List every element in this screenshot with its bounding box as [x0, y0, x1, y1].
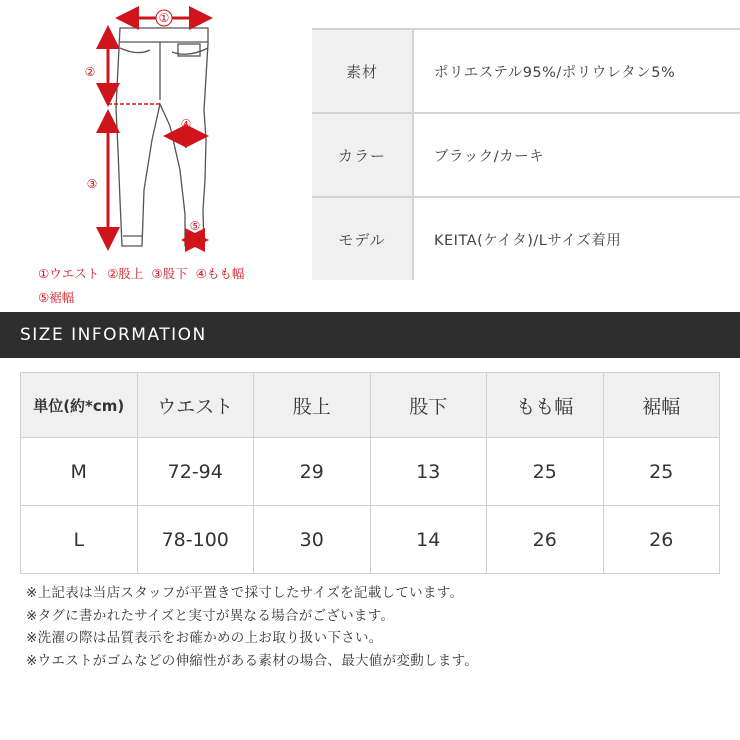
- spec-value: ブラック/カーキ: [434, 148, 545, 165]
- cell-inseam: 13: [370, 438, 487, 506]
- marker-2: ②: [84, 65, 96, 79]
- size-table-header-row: [21, 373, 720, 438]
- cell-hem: 26: [603, 506, 720, 574]
- notes: [26, 582, 478, 672]
- spec-row-material: [312, 30, 740, 114]
- table-row: [21, 438, 720, 506]
- spec-key: モデル: [312, 198, 414, 280]
- measurement-legend: [38, 262, 248, 310]
- note-line: ※ウエストがゴムなどの伸縮性がある素材の場合、最大値が変動します。: [26, 652, 479, 669]
- spec-row-color: [312, 114, 740, 198]
- cell-waist: 72-94: [137, 438, 254, 506]
- size-information-banner: SIZE INFORMATION: [0, 312, 740, 358]
- spec-value: ポリエステル95%/ポリウレタン5%: [434, 64, 676, 81]
- spec-table: [312, 28, 740, 280]
- size-label: L: [21, 506, 138, 574]
- cell-rise: 30: [254, 506, 371, 574]
- legend-waist: ①ウエスト: [38, 266, 100, 281]
- cell-waist: 78-100: [137, 506, 254, 574]
- spec-key: カラー: [312, 114, 414, 196]
- cell-rise: 29: [254, 438, 371, 506]
- table-row: [21, 506, 720, 574]
- marker-1: ①: [158, 11, 170, 25]
- note-line: ※洗濯の際は品質表示をお確かめの上お取り扱い下さい。: [26, 630, 383, 646]
- header-unit: 単位(約*cm): [21, 373, 138, 438]
- size-label: M: [21, 438, 138, 506]
- legend-inseam: ③股下: [151, 266, 188, 281]
- note-line: ※上記表は当店スタッフが平置きで採寸したサイズを記載しています。: [26, 585, 464, 601]
- note-line: ※タグに書かれたサイズと実寸が異なる場合がございます。: [26, 607, 395, 624]
- marker-5: ⑤: [189, 219, 201, 233]
- header-waist: ウエスト: [137, 373, 254, 438]
- cell-thigh: 26: [487, 506, 604, 574]
- marker-4: ④: [180, 117, 192, 131]
- cell-hem: 25: [603, 438, 720, 506]
- header-inseam: 股下: [370, 373, 487, 438]
- spec-key: 素材: [312, 30, 414, 112]
- cell-thigh: 25: [487, 438, 604, 506]
- spec-row-model: [312, 198, 740, 280]
- cell-inseam: 14: [370, 506, 487, 574]
- header-thigh: もも幅: [487, 373, 604, 438]
- legend-thigh: ④もも幅: [195, 266, 245, 281]
- legend-rise: ②股上: [107, 266, 144, 281]
- spec-value: KEITA(ケイタ)/Lサイズ着用: [434, 232, 622, 249]
- size-table: [20, 372, 720, 574]
- marker-3: ③: [86, 177, 98, 191]
- header-rise: 股上: [254, 373, 371, 438]
- legend-hem: ⑤裾幅: [38, 290, 75, 305]
- header-hem: 裾幅: [603, 373, 720, 438]
